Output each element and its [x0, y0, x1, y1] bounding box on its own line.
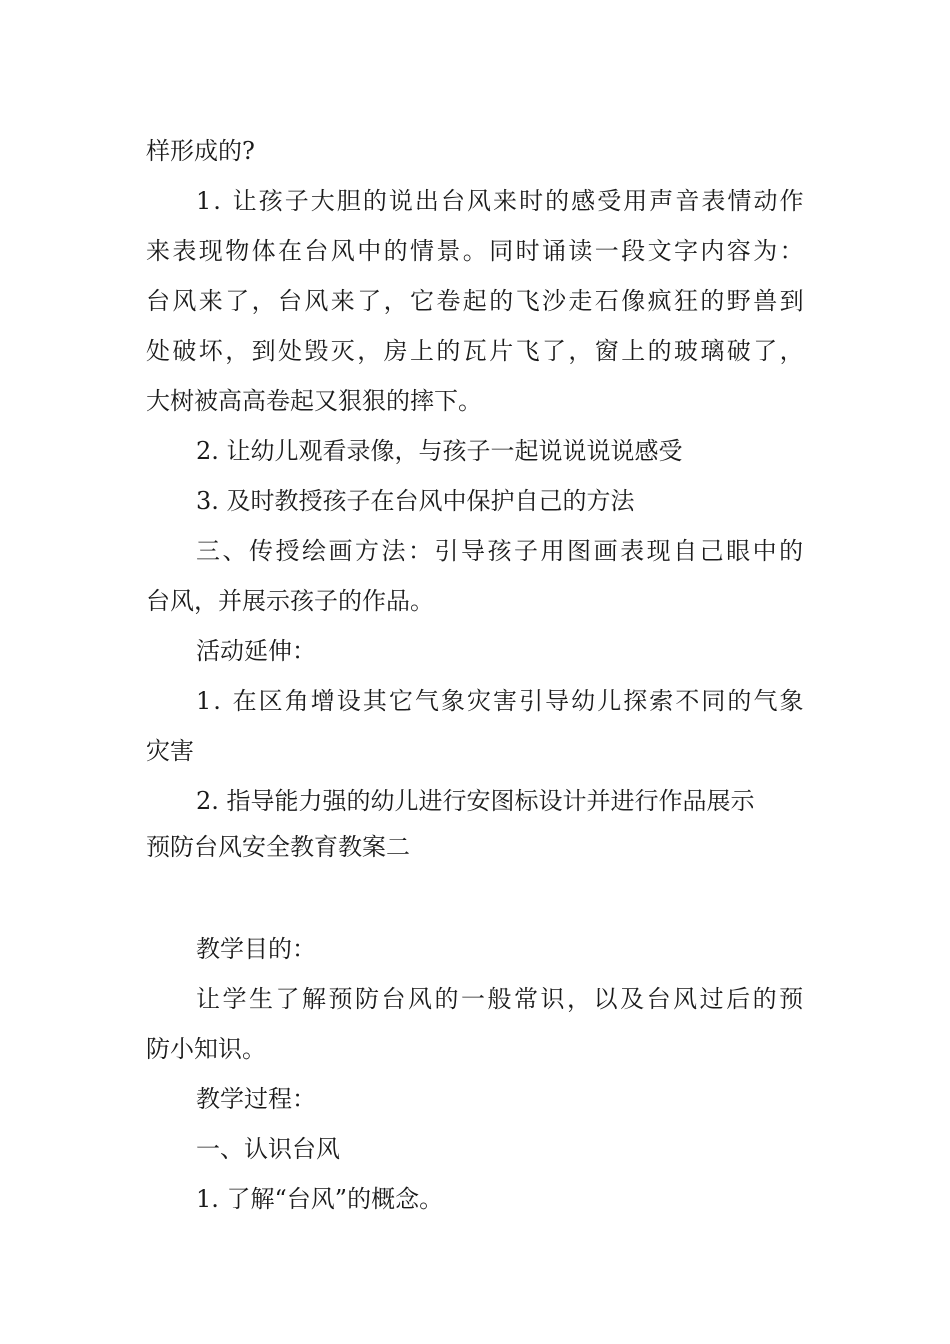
text-line: 大树被高高卷起又狠狠的摔下。 — [146, 387, 482, 415]
text-line: 灾害 — [146, 737, 194, 765]
section-heading: 教学过程： — [196, 1085, 316, 1113]
section-heading: 教学目的： — [196, 935, 316, 963]
text-line: 2. 指导能力强的幼儿进行安图标设计并进行作品展示 — [196, 787, 755, 815]
section-heading: 一、认识台风 — [196, 1135, 340, 1163]
text-line: 台风来了，台风来了，它卷起的飞沙走石像疯狂的野兽到 — [146, 287, 806, 315]
text-line: 1. 了解“台风”的概念。 — [196, 1185, 444, 1213]
section-heading: 活动延伸： — [196, 637, 316, 665]
text-line: 样形成的? — [146, 137, 255, 165]
text-line: 来表现物体在台风中的情景。同时诵读一段文字内容为： — [146, 237, 806, 265]
text-line: 1. 让孩子大胆的说出台风来时的感受用声音表情动作 — [196, 187, 806, 215]
text-line: 让学生了解预防台风的一般常识，以及台风过后的预 — [196, 985, 806, 1013]
text-line: 1. 在区角增设其它气象灾害引导幼儿探索不同的气象 — [196, 687, 806, 715]
text-line: 台风，并展示孩子的作品。 — [146, 587, 434, 615]
document-title: 预防台风安全教育教案二 — [146, 833, 410, 861]
text-line: 3. 及时教授孩子在台风中保护自己的方法 — [196, 487, 635, 515]
section-heading: 三、传授绘画方法：引导孩子用图画表现自己眼中的 — [196, 537, 806, 565]
text-line: 防小知识。 — [146, 1035, 266, 1063]
text-line: 处破坏，到处毁灭，房上的瓦片飞了，窗上的玻璃破了， — [146, 337, 806, 365]
text-line: 2. 让幼儿观看录像，与孩子一起说说说说感受 — [196, 437, 683, 465]
